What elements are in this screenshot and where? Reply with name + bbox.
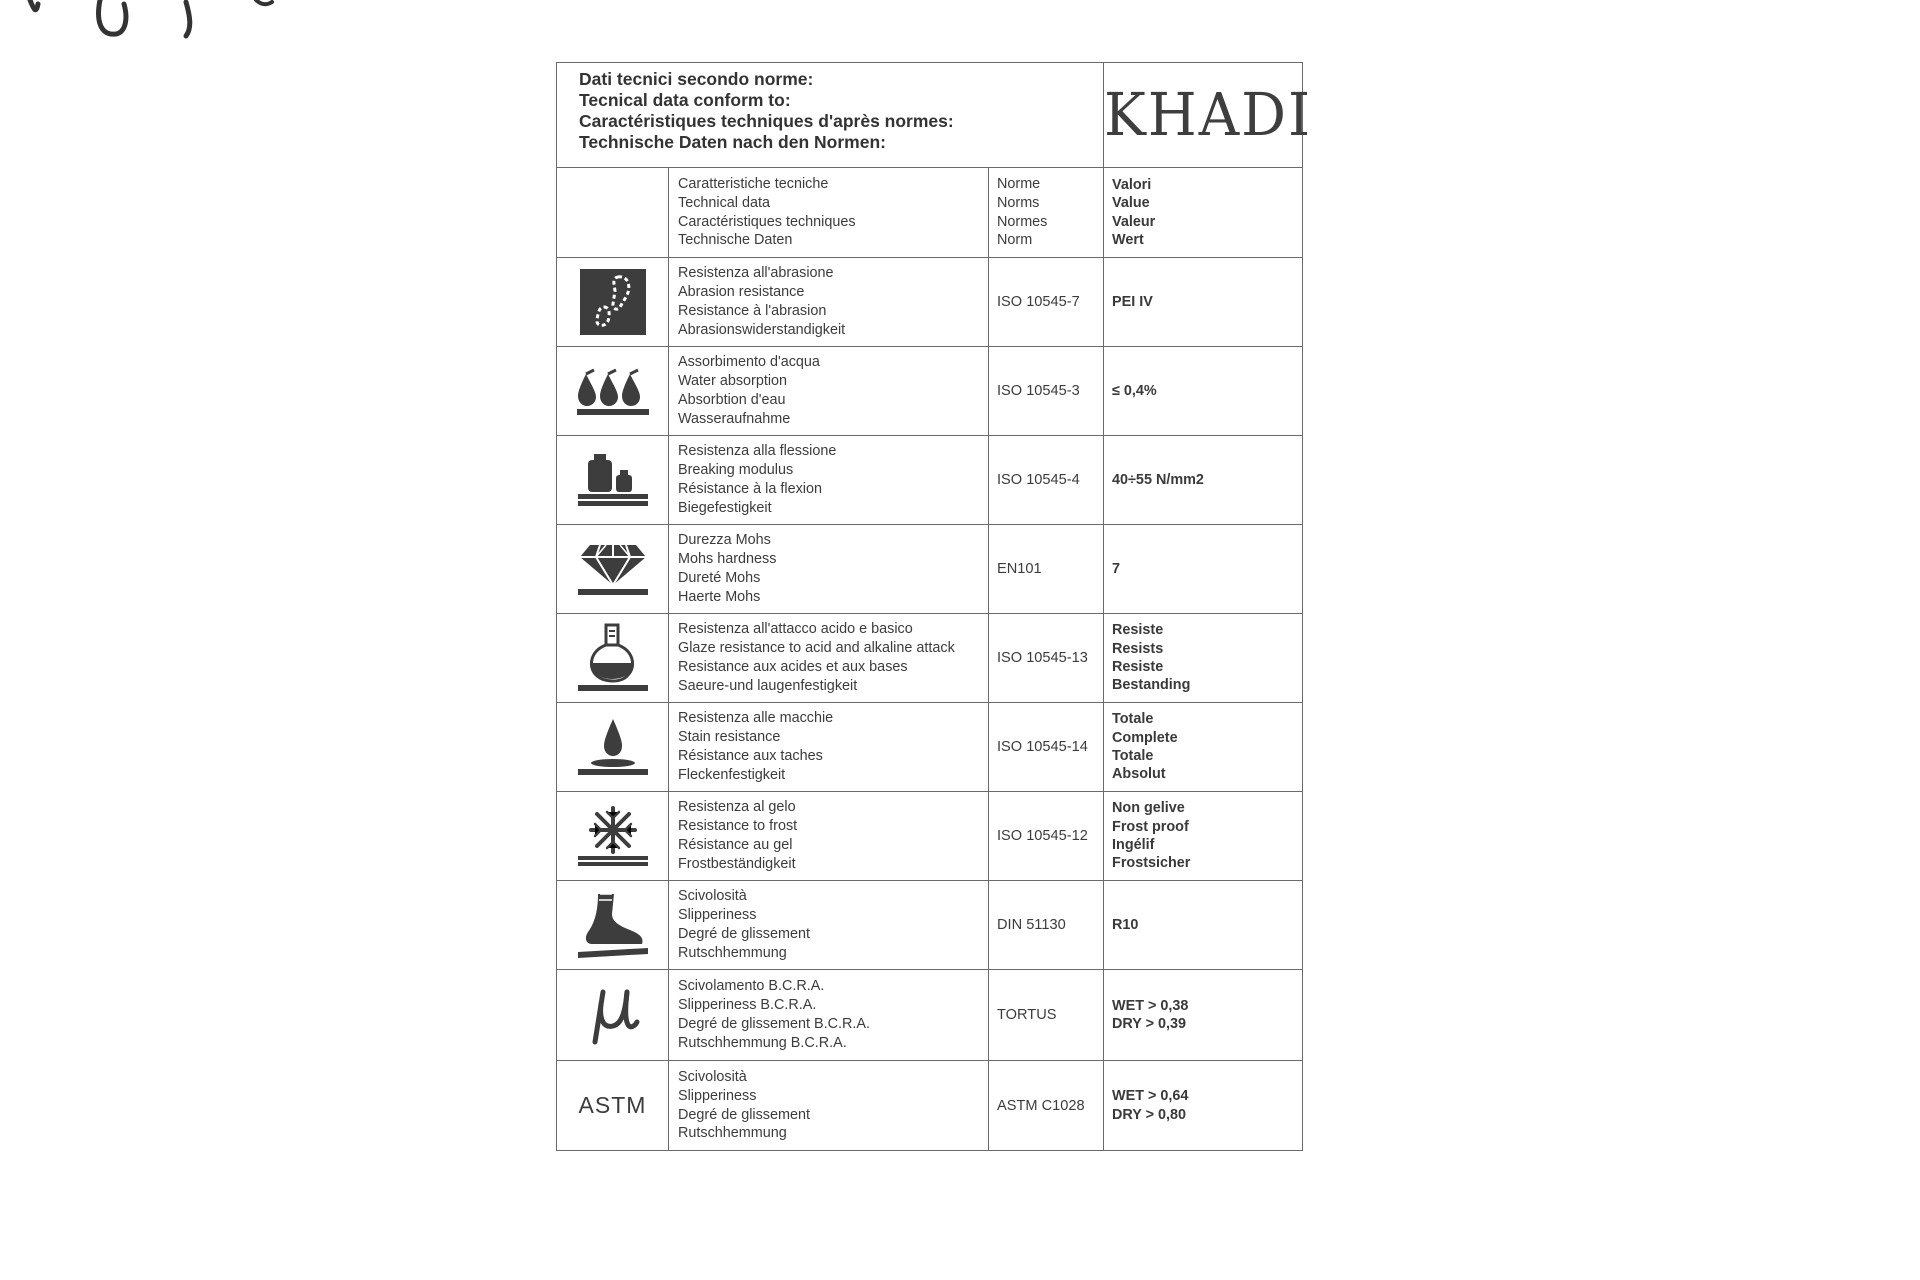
values-label: Wert bbox=[1112, 231, 1144, 248]
description-line: Resistenza alle macchie bbox=[678, 710, 834, 727]
value-line: Frost proof bbox=[1112, 818, 1189, 835]
description-line: Résistance aux taches bbox=[678, 748, 823, 764]
values-label: Valori bbox=[1112, 176, 1152, 193]
description-line: Absorbtion d'eau bbox=[678, 392, 786, 408]
characteristic-description bbox=[669, 347, 989, 436]
description-line: Degré de glissement B.C.R.A. bbox=[678, 1016, 870, 1032]
table-header-row bbox=[557, 63, 1303, 168]
description-line: Rutschhemmung bbox=[678, 1125, 787, 1142]
characteristic-description bbox=[669, 703, 989, 792]
characteristics-header bbox=[669, 168, 989, 258]
norm-value: TORTUS bbox=[989, 970, 1104, 1061]
astm-label: ASTM bbox=[578, 1092, 647, 1118]
description-line: Resistance à l'abrasion bbox=[678, 303, 827, 319]
description-line: Slipperiness bbox=[678, 1087, 757, 1104]
characteristic-description bbox=[669, 258, 989, 347]
description-line: Scivolosità bbox=[678, 1068, 747, 1085]
description-line: Scivolosità bbox=[678, 888, 747, 905]
norm-value: ISO 10545-12 bbox=[989, 792, 1104, 881]
characteristic-description bbox=[669, 881, 989, 970]
description-line: Degré de glissement bbox=[678, 926, 810, 942]
description-line: Glaze resistance to acid and alkaline attack bbox=[678, 640, 955, 657]
description-line: Rutschhemmung bbox=[678, 944, 787, 961]
value-line: Complete bbox=[1112, 729, 1178, 746]
description-line: Stain resistance bbox=[678, 729, 781, 746]
characteristic-description bbox=[669, 436, 989, 525]
heading-line-it: Dati tecnici secondo norme: bbox=[579, 69, 814, 89]
norms-label: Norm bbox=[997, 232, 1033, 249]
value-line: Frostsicher bbox=[1112, 855, 1191, 872]
norm-value: DIN 51130 bbox=[989, 881, 1104, 970]
characteristics-label: Technical data bbox=[678, 194, 770, 211]
measured-value bbox=[1104, 792, 1303, 881]
handwriting-fragment bbox=[0, 0, 300, 50]
description-line: Biegefestigkeit bbox=[678, 499, 772, 516]
heading-line-de: Technische Daten nach den Normen: bbox=[579, 132, 886, 152]
description-line: Slipperiness bbox=[678, 907, 757, 924]
characteristics-label: Technische Daten bbox=[678, 232, 793, 249]
characteristic-description bbox=[669, 525, 989, 614]
norms-label: Norms bbox=[997, 194, 1040, 211]
column-header-row bbox=[557, 168, 1303, 258]
characteristic-description bbox=[669, 1061, 989, 1151]
norms-label: Normes bbox=[997, 213, 1048, 230]
table-row bbox=[557, 258, 1303, 347]
norms-header bbox=[989, 168, 1104, 258]
value-line: DRY > 0,39 bbox=[1112, 1016, 1187, 1032]
value-line: Non gelive bbox=[1112, 800, 1185, 817]
weights-icon bbox=[557, 436, 669, 525]
empty-icon-header bbox=[557, 168, 669, 258]
norm-value: ISO 10545-13 bbox=[989, 614, 1104, 703]
flask-icon bbox=[557, 614, 669, 703]
description-line: Fleckenfestigkeit bbox=[678, 766, 786, 783]
description-line: Resistenza alla flessione bbox=[678, 443, 837, 460]
measured-value bbox=[1104, 881, 1303, 970]
norm-value: ISO 10545-14 bbox=[989, 703, 1104, 792]
norm-value: ASTM C1028 bbox=[989, 1061, 1104, 1151]
mu-icon bbox=[557, 970, 669, 1061]
norms-heading bbox=[557, 63, 1104, 168]
value-line: 7 bbox=[1112, 560, 1121, 577]
table-row bbox=[557, 525, 1303, 614]
table-row bbox=[557, 792, 1303, 881]
description-line: Rutschhemmung B.C.R.A. bbox=[678, 1034, 847, 1051]
measured-value bbox=[1104, 614, 1303, 703]
value-line: Resiste bbox=[1112, 659, 1164, 675]
water-drops-icon bbox=[557, 347, 669, 436]
value-line: DRY > 0,80 bbox=[1112, 1106, 1187, 1123]
value-line: Totale bbox=[1112, 748, 1154, 764]
value-line: WET > 0,38 bbox=[1112, 997, 1189, 1014]
measured-value bbox=[1104, 436, 1303, 525]
value-line: Resiste bbox=[1112, 622, 1164, 639]
norm-value: ISO 10545-7 bbox=[989, 258, 1104, 347]
value-line: Totale bbox=[1112, 711, 1154, 728]
characteristic-description bbox=[669, 792, 989, 881]
description-line: Slipperiness B.C.R.A. bbox=[678, 997, 817, 1014]
description-line: Assorbimento d'acqua bbox=[678, 354, 820, 371]
norm-value: ISO 10545-3 bbox=[989, 347, 1104, 436]
values-label: Valeur bbox=[1112, 213, 1156, 230]
stain-drop-icon bbox=[557, 703, 669, 792]
table-row bbox=[557, 1061, 1303, 1151]
value-line: 40÷55 N/mm2 bbox=[1112, 471, 1204, 488]
value-line: ≤ 0,4% bbox=[1112, 382, 1157, 399]
description-line: Mohs hardness bbox=[678, 551, 777, 568]
astm-icon bbox=[557, 1061, 669, 1151]
description-line: Resistenza all'attacco acido e basico bbox=[678, 621, 913, 638]
measured-value bbox=[1104, 525, 1303, 614]
heading-line-en: Tecnical data conform to: bbox=[579, 90, 791, 110]
description-line: Dureté Mohs bbox=[678, 570, 761, 586]
logo-cell bbox=[1104, 63, 1313, 168]
table-row bbox=[557, 436, 1303, 525]
technical-data-table bbox=[556, 62, 1313, 1151]
value-line: PEI IV bbox=[1112, 293, 1153, 310]
description-line: Frostbeständigkeit bbox=[678, 855, 796, 872]
description-line: Water absorption bbox=[678, 373, 788, 390]
description-line: Scivolamento B.C.R.A. bbox=[678, 978, 825, 995]
description-line: Resistance to frost bbox=[678, 818, 798, 835]
description-line: Résistance au gel bbox=[678, 837, 793, 853]
measured-value bbox=[1104, 703, 1303, 792]
measured-value bbox=[1104, 347, 1303, 436]
measured-value bbox=[1104, 1061, 1303, 1151]
value-line: Bestanding bbox=[1112, 677, 1191, 694]
characteristics-label: Caractéristiques techniques bbox=[678, 213, 856, 230]
description-line: Abrasionswiderstandigkeit bbox=[678, 321, 846, 338]
description-line: Abrasion resistance bbox=[678, 284, 805, 301]
value-line: Ingélif bbox=[1112, 837, 1155, 853]
frost-icon bbox=[557, 792, 669, 881]
footprint-icon bbox=[557, 258, 669, 347]
norms-label: Norme bbox=[997, 175, 1041, 192]
description-line: Saeure-und laugenfestigkeit bbox=[678, 677, 858, 694]
description-line: Resistance aux acides et aux bases bbox=[678, 659, 908, 675]
value-line: WET > 0,64 bbox=[1112, 1088, 1189, 1105]
measured-value bbox=[1104, 258, 1303, 347]
characteristic-description bbox=[669, 970, 989, 1061]
table-row bbox=[557, 970, 1303, 1061]
characteristic-description bbox=[669, 614, 989, 703]
description-line: Resistenza all'abrasione bbox=[678, 265, 834, 282]
characteristics-label: Caratteristiche tecniche bbox=[678, 175, 829, 192]
table-row bbox=[557, 347, 1303, 436]
description-line: Degré de glissement bbox=[678, 1106, 810, 1123]
values-label: Value bbox=[1112, 195, 1150, 212]
slip-foot-icon bbox=[557, 881, 669, 970]
value-line: R10 bbox=[1112, 916, 1139, 933]
values-header bbox=[1104, 168, 1303, 258]
measured-value bbox=[1104, 970, 1303, 1061]
norm-value: EN101 bbox=[989, 525, 1104, 614]
brand-logo: KHADI bbox=[1104, 80, 1313, 150]
table-row bbox=[557, 614, 1303, 703]
description-line: Durezza Mohs bbox=[678, 532, 771, 549]
description-line: Wasseraufnahme bbox=[678, 410, 791, 427]
value-line: Absolut bbox=[1112, 766, 1166, 783]
description-line: Resistenza al gelo bbox=[678, 799, 796, 816]
description-line: Breaking modulus bbox=[678, 462, 794, 479]
table-row bbox=[557, 881, 1303, 970]
norm-value: ISO 10545-4 bbox=[989, 436, 1104, 525]
heading-line-fr: Caractéristiques techniques d'après normes: bbox=[579, 111, 954, 131]
description-line: Résistance à la flexion bbox=[678, 481, 822, 497]
description-line: Haerte Mohs bbox=[678, 588, 761, 605]
value-line: Resists bbox=[1112, 640, 1164, 657]
table-row bbox=[557, 703, 1303, 792]
diamond-icon bbox=[557, 525, 669, 614]
